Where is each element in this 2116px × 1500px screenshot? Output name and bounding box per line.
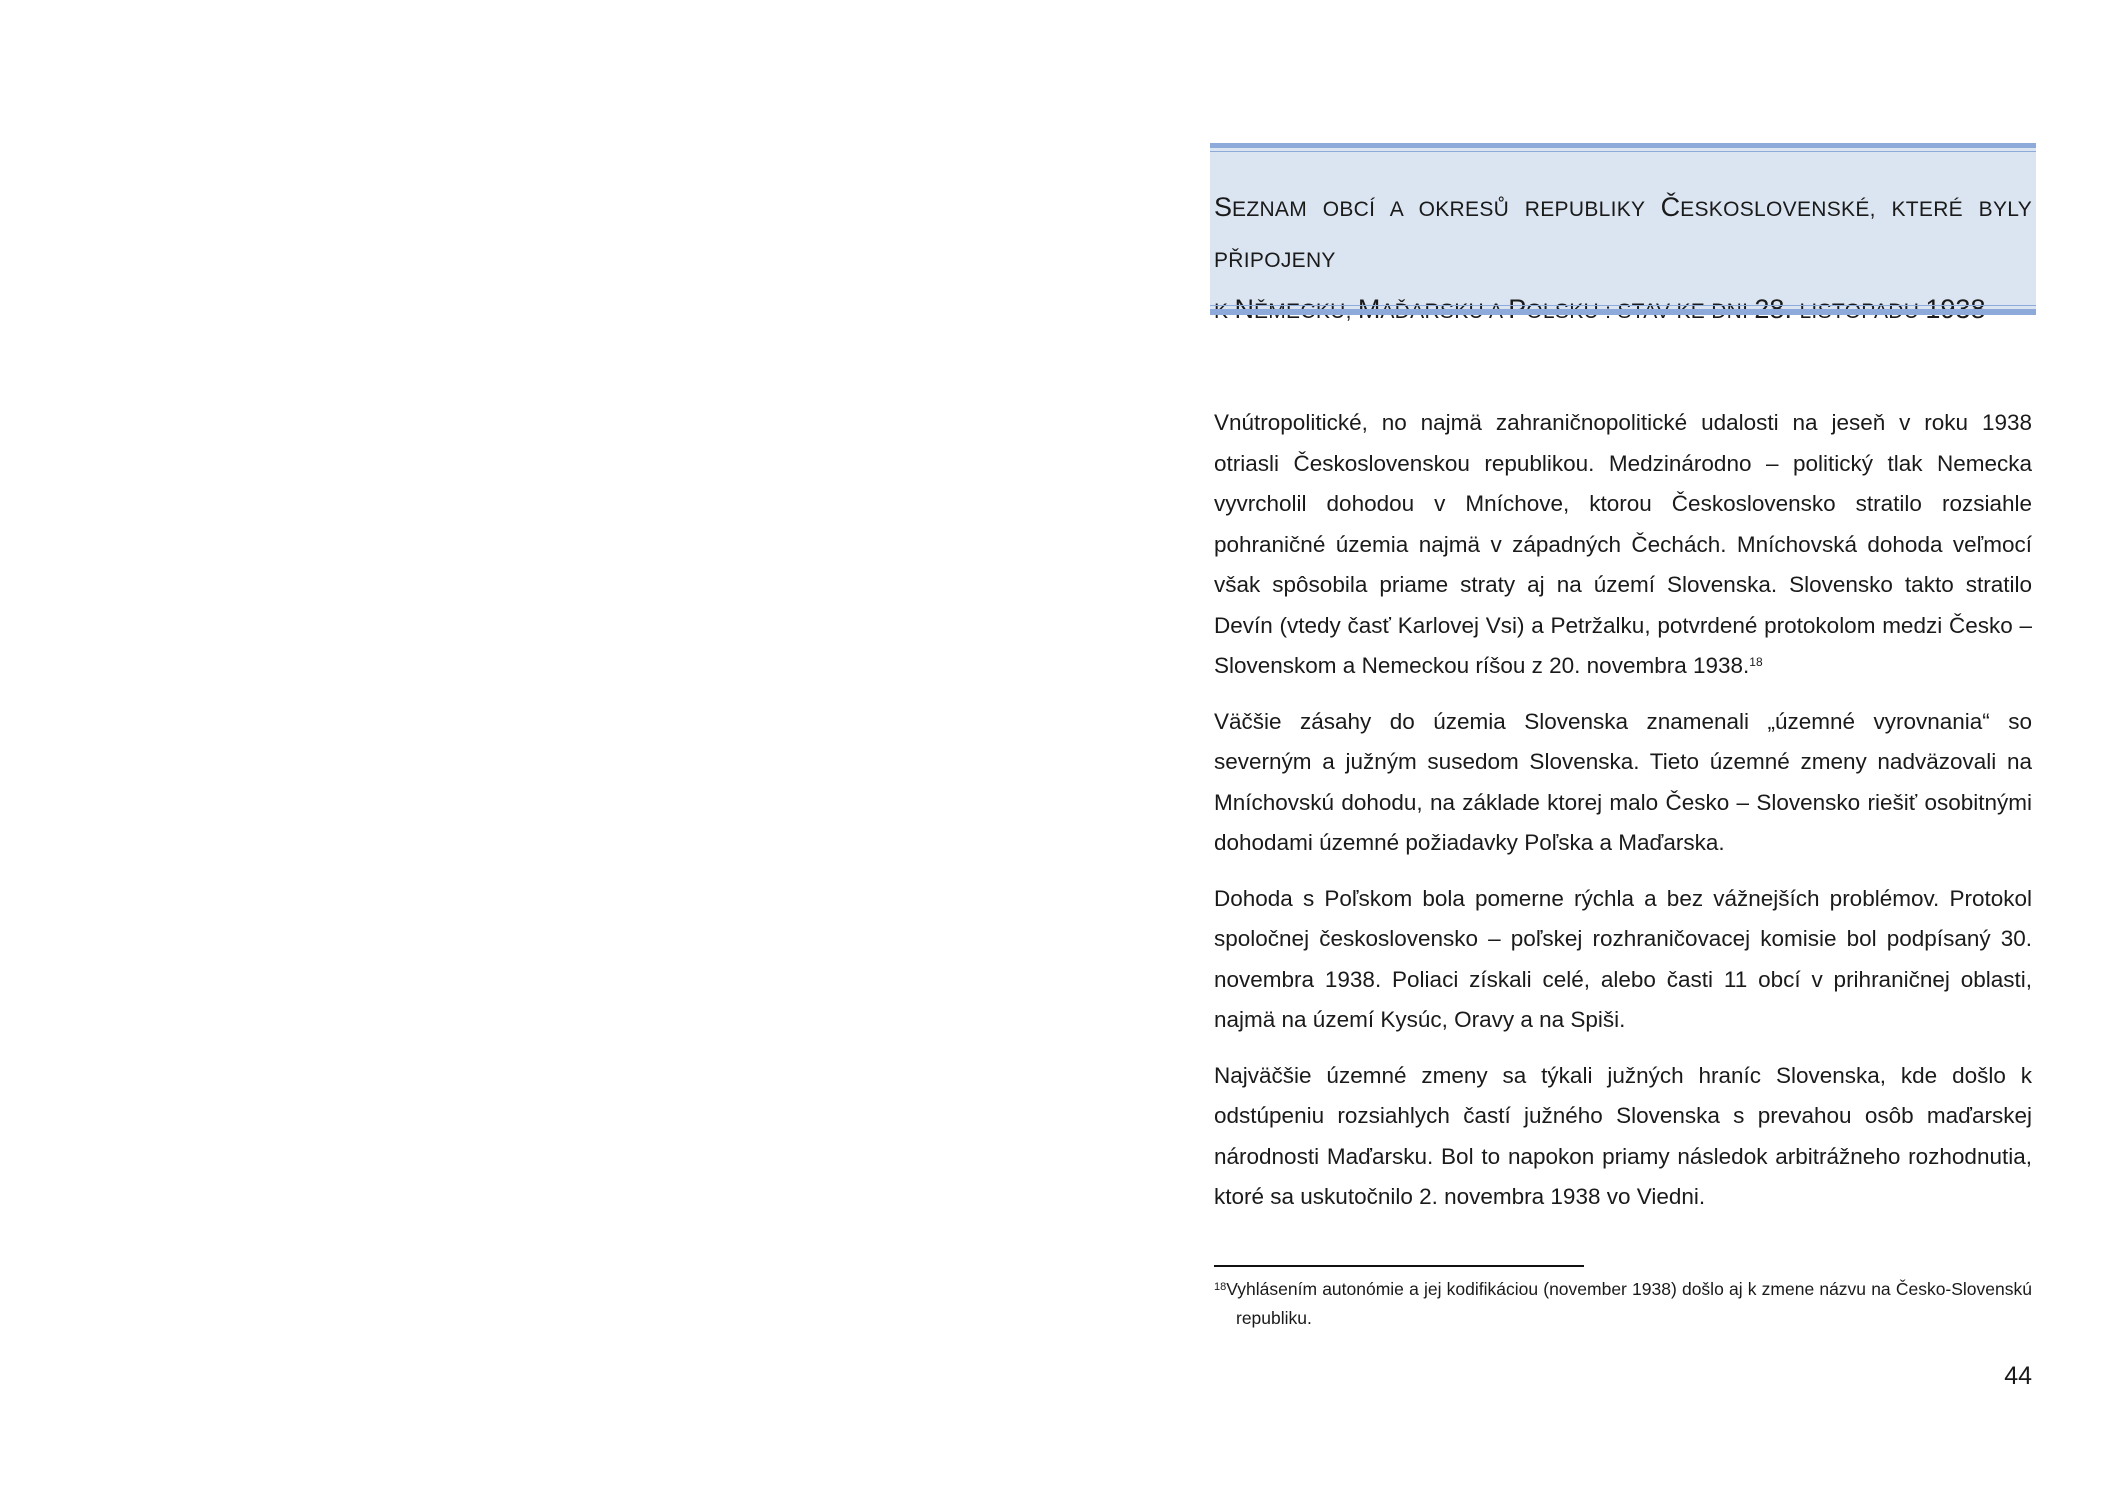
title-bottom-thin-rule xyxy=(1210,305,2036,306)
title-smallcaps: ESKOSLOVENSKÉ, KTERÉ BYLY PŘIPOJENY xyxy=(1214,198,2033,272)
footnote-text: Vyhlásením autonómie a jej kodifikáciou (november 1938) došlo aj k zmene názvu na Česko-Slovenskú republiku. xyxy=(1226,1279,2032,1328)
paragraph-text: Najväčšie územné zmeny sa týkali južných hraníc Slovenska, kde došlo k odstúpeniu rozsiahlych častí južného Slovenska s prevahou osôb maďarskej národnosti Maďarsku. Bol to napokon priamy následok arbitrážneho rozhodnutia, ktoré sa uskutočnilo 2. novembra 1938 vo Viedni. xyxy=(1214,1062,2032,1209)
paragraph xyxy=(1214,1056,2032,1218)
paragraph-text: Vnútropolitické, no najmä zahraničnopolitické udalosti na jeseň v roku 1938 otriasli Československou republikou. Medzinárodno – politický tlak Nemecka vyvrcholil dohodou v Mníchove, ktorou Československo stratilo rozsiahle pohraničné územia najmä v západných Čechách. Mníchovská dohoda veľmocí však spôsobila priame straty aj na území Slovenska. Slovensko takto stratilo Devín (vtedy časť Karlovej Vsi) a Petržalku, potvrdené protokolom medzi Česko – Slovenskom a Nemeckou ríšou z 20. novembra 1938. xyxy=(1214,410,2032,678)
paragraph xyxy=(1214,879,2032,1041)
paragraph-text: Dohoda s Poľskom bola pomerne rýchla a bez vážnejších problémov. Protokol spoločnej československo – poľskej rozhraničovacej komisie bol podpísaný 30. novembra 1938. Poliaci získali celé, alebo časti 11 obcí v prihraničnej oblasti, najmä na území Kysúc, Oravy a na Spiši. xyxy=(1214,885,2032,1032)
title-cap: S xyxy=(1214,192,1233,222)
title-top-thin-rule xyxy=(1210,151,2036,152)
title-top-rule xyxy=(1210,143,2036,148)
chapter-title-line-1 xyxy=(1214,192,2032,273)
page-number: 44 xyxy=(2004,1362,2032,1390)
title-bottom-rule xyxy=(1210,309,2036,315)
paragraph-text: Väčšie zásahy do územia Slovenska znamenali „územné vyrovnania“ so severným a južným susedom Slovenska. Tieto územné zmeny nadväzovali na Mníchovskú dohodu, na základe ktorej malo Česko – Slovensko riešiť osobitnými dohodami územné požiadavky Poľska a Maďarska. xyxy=(1214,708,2032,855)
chapter-title-block xyxy=(1210,143,2036,315)
footnote xyxy=(1214,1275,2032,1333)
paragraph xyxy=(1214,403,2032,687)
footnote-separator xyxy=(1214,1265,1584,1267)
body-text xyxy=(1214,403,2032,1233)
footnote-reference[interactable]: 18 xyxy=(1749,655,1763,669)
footnote-number: 18 xyxy=(1214,1281,1227,1293)
title-cap: Č xyxy=(1660,192,1681,222)
title-smallcaps: EZNAM OBCÍ A OKRESŮ REPUBLIKY xyxy=(1232,198,1661,221)
paragraph xyxy=(1214,702,2032,864)
